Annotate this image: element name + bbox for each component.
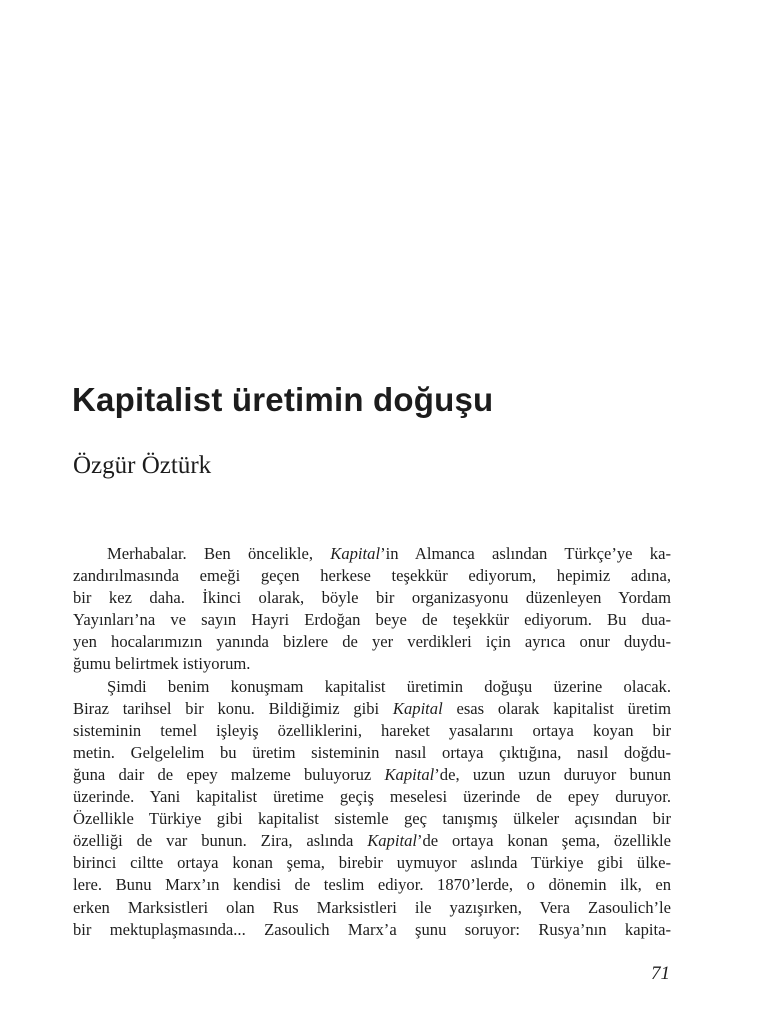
- text-line: ğuna dair de epey malzeme buluyoruz Kapital’de, uzun uzun duruyor bunun: [73, 764, 671, 784]
- text-line: zandırılmasında emeği geçen herkese teşekkür ediyorum, hepimiz adına,: [73, 566, 671, 586]
- text-line: yen hocalarımızın yanında bizlere de yer verdikleri için ayrıca onur duydu-: [73, 632, 671, 652]
- body-text: [73, 543, 671, 941]
- page-number: 71: [651, 963, 670, 984]
- text-line: erken Marksistleri olan Rus Marksistleri ile yazışırken, Vera Zasoulich’le: [73, 897, 671, 917]
- text-line: Merhabalar. Ben öncelikle, Kapital’in Almanca aslından Türkçe’ye ka-: [107, 544, 671, 563]
- chapter-title: Kapitalist üretimin doğuşu: [72, 381, 494, 418]
- text-line: üzerinde. Yani kapitalist üretime geçiş meselesi üzerinde de epey duruyor.: [73, 787, 671, 807]
- text-line: Biraz tarihsel bir konu. Bildiğimiz gibi Kapital esas olarak kapitalist üretim: [73, 698, 671, 718]
- text-line: özelliği de var bunun. Zira, aslında Kapital’de ortaya konan şema, özellikle: [73, 831, 671, 851]
- text-line: birinci ciltte ortaya konan şema, birebir uymuyor aslında Türkiye gibi ülke-: [73, 853, 671, 873]
- chapter-author: Özgür Öztürk: [73, 452, 212, 479]
- text-line: ğumu belirtmek istiyorum.: [73, 654, 251, 674]
- text-line: Yayınları’na ve sayın Hayri Erdoğan beye de teşekkür ediyorum. Bu dua-: [73, 610, 671, 630]
- text-line: lere. Bunu Marx’ın kendisi de teslim ediyor. 1870’lerde, o dönemin ilk, en: [73, 875, 671, 895]
- text-line: metin. Gelgelelim bu üretim sisteminin nasıl ortaya çıktığına, nasıl doğdu-: [73, 742, 671, 762]
- text-line: Özellikle Türkiye gibi kapitalist sistemle geç tanışmış ülkeler açısından bir: [73, 809, 671, 829]
- text-line: sisteminin temel işleyiş özelliklerini, hareket yasalarını ortaya koyan bir: [73, 720, 671, 740]
- text-line: bir kez daha. İkinci olarak, böyle bir organizasyonu düzenleyen Yordam: [73, 588, 671, 608]
- text-line: Şimdi benim konuşmam kapitalist üretimin doğuşu üzerine olacak.: [107, 676, 671, 696]
- text-line: bir mektuplaşmasında... Zasoulich Marx’a şunu soruyor: Rusya’nın kapita-: [73, 919, 671, 939]
